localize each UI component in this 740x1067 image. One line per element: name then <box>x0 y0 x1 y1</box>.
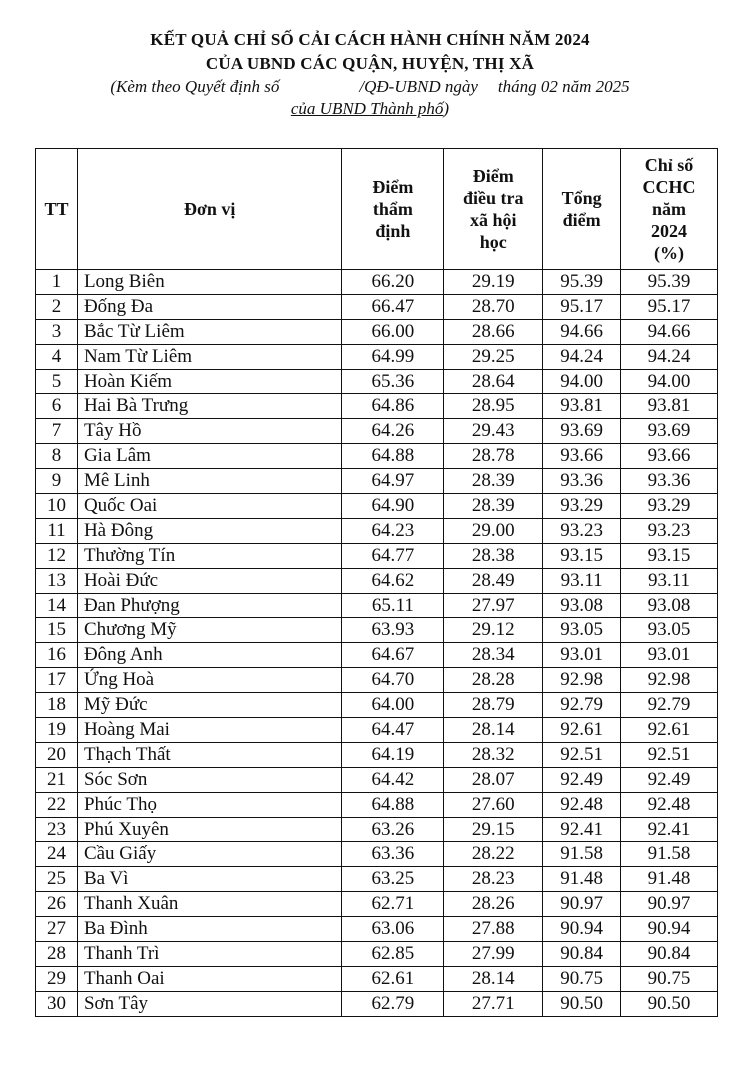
survey-score-cell: 29.12 <box>444 618 543 643</box>
unit-name-cell: Sơn Tây <box>77 991 342 1016</box>
unit-name-cell: Mê Linh <box>77 469 342 494</box>
unit-name-cell: Cầu Giấy <box>77 842 342 867</box>
total-score-cell: 90.75 <box>543 966 621 991</box>
unit-name-cell: Ba Vì <box>77 867 342 892</box>
total-score-cell: 93.11 <box>543 568 621 593</box>
appraisal-score-cell: 66.00 <box>342 319 444 344</box>
unit-name-cell: Chương Mỹ <box>77 618 342 643</box>
unit-name-cell: Đông Anh <box>77 643 342 668</box>
table-row <box>36 518 718 543</box>
row-number-cell: 24 <box>36 842 78 867</box>
unit-name-cell: Đan Phượng <box>77 593 342 618</box>
table-row <box>36 867 718 892</box>
row-number-cell: 21 <box>36 767 78 792</box>
total-score-cell: 94.66 <box>543 319 621 344</box>
cchc-index-cell: 94.66 <box>621 319 718 344</box>
column-header-survey-line: học <box>479 232 507 252</box>
appraisal-score-cell: 64.47 <box>342 718 444 743</box>
column-header-survey-line: điều tra <box>462 188 524 208</box>
cchc-index-cell: 94.00 <box>621 369 718 394</box>
total-score-cell: 90.94 <box>543 917 621 942</box>
row-number-cell: 2 <box>36 294 78 319</box>
survey-score-cell: 28.95 <box>444 394 543 419</box>
total-score-cell: 93.15 <box>543 543 621 568</box>
total-score-cell: 93.29 <box>543 494 621 519</box>
column-header-appraisal-line: định <box>375 221 411 241</box>
row-number-cell: 19 <box>36 718 78 743</box>
cchc-index-cell: 91.58 <box>621 842 718 867</box>
total-score-cell: 91.48 <box>543 867 621 892</box>
table-row <box>36 344 718 369</box>
total-score-cell: 90.97 <box>543 892 621 917</box>
unit-name-cell: Hoàn Kiếm <box>77 369 342 394</box>
table-row <box>36 767 718 792</box>
survey-score-cell: 28.07 <box>444 767 543 792</box>
appraisal-score-cell: 66.47 <box>342 294 444 319</box>
table-row <box>36 618 718 643</box>
appraisal-score-cell: 63.36 <box>342 842 444 867</box>
cchc-index-cell: 92.61 <box>621 718 718 743</box>
appraisal-score-cell: 64.99 <box>342 344 444 369</box>
total-score-cell: 95.17 <box>543 294 621 319</box>
unit-name-cell: Nam Từ Liêm <box>77 344 342 369</box>
unit-name-cell: Hoài Đức <box>77 568 342 593</box>
table-row <box>36 668 718 693</box>
column-header-unit: Đơn vị <box>77 149 342 270</box>
results-table <box>35 148 718 1017</box>
appraisal-score-cell: 64.90 <box>342 494 444 519</box>
cchc-index-cell: 90.84 <box>621 942 718 967</box>
decision-reference <box>0 76 740 98</box>
survey-score-cell: 27.99 <box>444 942 543 967</box>
table-row <box>36 319 718 344</box>
total-score-cell: 92.79 <box>543 693 621 718</box>
survey-score-cell: 28.14 <box>444 966 543 991</box>
appraisal-score-cell: 64.67 <box>342 643 444 668</box>
cchc-index-cell: 93.08 <box>621 593 718 618</box>
total-score-cell: 93.69 <box>543 419 621 444</box>
table-row <box>36 917 718 942</box>
decision-issuer-close: ) <box>443 99 450 118</box>
appraisal-score-cell: 66.20 <box>342 270 444 295</box>
cchc-index-cell: 92.48 <box>621 792 718 817</box>
cchc-index-cell: 90.50 <box>621 991 718 1016</box>
cchc-index-cell: 93.01 <box>621 643 718 668</box>
row-number-cell: 16 <box>36 643 78 668</box>
total-score-cell: 90.50 <box>543 991 621 1016</box>
survey-score-cell: 28.28 <box>444 668 543 693</box>
survey-score-cell: 28.39 <box>444 494 543 519</box>
cchc-index-cell: 92.79 <box>621 693 718 718</box>
unit-name-cell: Sóc Sơn <box>77 767 342 792</box>
table-row <box>36 643 718 668</box>
table-row <box>36 419 718 444</box>
survey-score-cell: 28.26 <box>444 892 543 917</box>
unit-name-cell: Thạch Thất <box>77 742 342 767</box>
row-number-cell: 28 <box>36 942 78 967</box>
row-number-cell: 5 <box>36 369 78 394</box>
cchc-index-cell: 92.98 <box>621 668 718 693</box>
column-header-appraisal-line: thẩm <box>372 199 413 219</box>
table-row <box>36 294 718 319</box>
total-score-cell: 93.36 <box>543 469 621 494</box>
appraisal-score-cell: 63.25 <box>342 867 444 892</box>
column-header-appraisal-line: Điểm <box>372 177 414 197</box>
survey-score-cell: 28.22 <box>444 842 543 867</box>
row-number-cell: 3 <box>36 319 78 344</box>
unit-name-cell: Hà Đông <box>77 518 342 543</box>
column-header-index-line: năm <box>652 199 687 219</box>
cchc-index-cell: 90.97 <box>621 892 718 917</box>
total-score-cell: 93.08 <box>543 593 621 618</box>
row-number-cell: 27 <box>36 917 78 942</box>
appraisal-score-cell: 64.19 <box>342 742 444 767</box>
survey-score-cell: 27.71 <box>444 991 543 1016</box>
unit-name-cell: Hoàng Mai <box>77 718 342 743</box>
row-number-cell: 23 <box>36 817 78 842</box>
total-score-cell: 92.51 <box>543 742 621 767</box>
total-score-cell: 95.39 <box>543 270 621 295</box>
appraisal-score-cell: 64.26 <box>342 419 444 444</box>
unit-name-cell: Bắc Từ Liêm <box>77 319 342 344</box>
table-row <box>36 568 718 593</box>
row-number-cell: 30 <box>36 991 78 1016</box>
table-header-row <box>36 149 718 270</box>
cchc-index-cell: 93.69 <box>621 419 718 444</box>
table-row <box>36 270 718 295</box>
document-title-line1: KẾT QUẢ CHỈ SỐ CẢI CÁCH HÀNH CHÍNH NĂM 2024 <box>150 30 590 49</box>
cchc-index-cell: 95.17 <box>621 294 718 319</box>
survey-score-cell: 28.14 <box>444 718 543 743</box>
row-number-cell: 15 <box>36 618 78 643</box>
row-number-cell: 11 <box>36 518 78 543</box>
row-number-cell: 8 <box>36 444 78 469</box>
appraisal-score-cell: 63.06 <box>342 917 444 942</box>
table-row <box>36 469 718 494</box>
table-row <box>36 942 718 967</box>
row-number-cell: 9 <box>36 469 78 494</box>
column-header-tt: TT <box>36 149 78 270</box>
document-title-line2: CỦA UBND CÁC QUẬN, HUYỆN, THỊ XÃ <box>205 54 535 73</box>
table-row <box>36 842 718 867</box>
survey-score-cell: 28.38 <box>444 543 543 568</box>
row-number-cell: 4 <box>36 344 78 369</box>
appraisal-score-cell: 65.11 <box>342 593 444 618</box>
row-number-cell: 1 <box>36 270 78 295</box>
table-row <box>36 693 718 718</box>
total-score-cell: 90.84 <box>543 942 621 967</box>
column-header-survey-line: Điểm <box>472 166 514 186</box>
table-row <box>36 369 718 394</box>
cchc-index-cell: 95.39 <box>621 270 718 295</box>
appraisal-score-cell: 63.93 <box>342 618 444 643</box>
unit-name-cell: Mỹ Đức <box>77 693 342 718</box>
survey-score-cell: 28.70 <box>444 294 543 319</box>
column-header-index <box>621 149 718 270</box>
unit-name-cell: Quốc Oai <box>77 494 342 519</box>
decision-issuer-text: của UBND Thành phố <box>290 99 444 118</box>
appraisal-score-cell: 64.23 <box>342 518 444 543</box>
column-header-survey <box>444 149 543 270</box>
table-row <box>36 394 718 419</box>
column-header-total-line: Tổng <box>561 188 602 208</box>
total-score-cell: 92.49 <box>543 767 621 792</box>
row-number-cell: 29 <box>36 966 78 991</box>
cchc-index-cell: 92.51 <box>621 742 718 767</box>
row-number-cell: 26 <box>36 892 78 917</box>
row-number-cell: 14 <box>36 593 78 618</box>
cchc-index-cell: 90.75 <box>621 966 718 991</box>
table-row <box>36 494 718 519</box>
appraisal-score-cell: 64.77 <box>342 543 444 568</box>
column-header-index-line: Chỉ số <box>644 155 694 175</box>
decision-reference-part2: /QĐ-UBND ngày <box>359 77 478 96</box>
cchc-index-cell: 91.48 <box>621 867 718 892</box>
appraisal-score-cell: 64.70 <box>342 668 444 693</box>
row-number-cell: 20 <box>36 742 78 767</box>
total-score-cell: 93.81 <box>543 394 621 419</box>
survey-score-cell: 28.79 <box>444 693 543 718</box>
decision-reference-part1: (Kèm theo Quyết định số <box>110 77 280 96</box>
appraisal-score-cell: 62.79 <box>342 991 444 1016</box>
survey-score-cell: 28.66 <box>444 319 543 344</box>
total-score-cell: 93.23 <box>543 518 621 543</box>
survey-score-cell: 28.34 <box>444 643 543 668</box>
table-row <box>36 892 718 917</box>
cchc-index-cell: 93.66 <box>621 444 718 469</box>
cchc-index-cell: 94.24 <box>621 344 718 369</box>
survey-score-cell: 27.88 <box>444 917 543 942</box>
table-row <box>36 991 718 1016</box>
cchc-index-cell: 93.29 <box>621 494 718 519</box>
table-row <box>36 718 718 743</box>
row-number-cell: 22 <box>36 792 78 817</box>
cchc-index-cell: 93.81 <box>621 394 718 419</box>
row-number-cell: 7 <box>36 419 78 444</box>
table-row <box>36 444 718 469</box>
survey-score-cell: 28.23 <box>444 867 543 892</box>
total-score-cell: 92.48 <box>543 792 621 817</box>
column-header-index-line: (%) <box>654 243 685 263</box>
table-row <box>36 543 718 568</box>
survey-score-cell: 27.60 <box>444 792 543 817</box>
appraisal-score-cell: 64.86 <box>342 394 444 419</box>
total-score-cell: 92.41 <box>543 817 621 842</box>
cchc-index-cell: 93.15 <box>621 543 718 568</box>
appraisal-score-cell: 65.36 <box>342 369 444 394</box>
row-number-cell: 18 <box>36 693 78 718</box>
survey-score-cell: 28.64 <box>444 369 543 394</box>
row-number-cell: 12 <box>36 543 78 568</box>
column-header-total-line: điểm <box>562 210 601 230</box>
survey-score-cell: 29.19 <box>444 270 543 295</box>
cchc-index-cell: 92.41 <box>621 817 718 842</box>
total-score-cell: 92.61 <box>543 718 621 743</box>
column-header-total <box>543 149 621 270</box>
survey-score-cell: 29.15 <box>444 817 543 842</box>
total-score-cell: 93.66 <box>543 444 621 469</box>
appraisal-score-cell: 64.00 <box>342 693 444 718</box>
unit-name-cell: Ứng Hoà <box>77 668 342 693</box>
unit-name-cell: Long Biên <box>77 270 342 295</box>
appraisal-score-cell: 62.71 <box>342 892 444 917</box>
unit-name-cell: Thanh Xuân <box>77 892 342 917</box>
appraisal-score-cell: 63.26 <box>342 817 444 842</box>
appraisal-score-cell: 64.97 <box>342 469 444 494</box>
survey-score-cell: 28.39 <box>444 469 543 494</box>
survey-score-cell: 27.97 <box>444 593 543 618</box>
unit-name-cell: Đống Đa <box>77 294 342 319</box>
total-score-cell: 94.24 <box>543 344 621 369</box>
survey-score-cell: 28.49 <box>444 568 543 593</box>
total-score-cell: 93.05 <box>543 618 621 643</box>
document-header <box>0 28 740 120</box>
unit-name-cell: Tây Hồ <box>77 419 342 444</box>
column-header-index-line: 2024 <box>651 221 688 241</box>
cchc-index-cell: 93.23 <box>621 518 718 543</box>
table-row <box>36 792 718 817</box>
survey-score-cell: 29.43 <box>444 419 543 444</box>
table-row <box>36 817 718 842</box>
appraisal-score-cell: 62.85 <box>342 942 444 967</box>
total-score-cell: 92.98 <box>543 668 621 693</box>
cchc-index-cell: 92.49 <box>621 767 718 792</box>
table-row <box>36 966 718 991</box>
decision-issuer <box>0 98 740 120</box>
cchc-index-cell: 93.05 <box>621 618 718 643</box>
table-body <box>36 270 718 1017</box>
unit-name-cell: Thanh Trì <box>77 942 342 967</box>
appraisal-score-cell: 64.88 <box>342 792 444 817</box>
column-header-appraisal <box>342 149 444 270</box>
unit-name-cell: Thường Tín <box>77 543 342 568</box>
cchc-index-cell: 93.36 <box>621 469 718 494</box>
row-number-cell: 25 <box>36 867 78 892</box>
unit-name-cell: Hai Bà Trưng <box>77 394 342 419</box>
survey-score-cell: 28.32 <box>444 742 543 767</box>
appraisal-score-cell: 64.62 <box>342 568 444 593</box>
row-number-cell: 6 <box>36 394 78 419</box>
unit-name-cell: Ba Đình <box>77 917 342 942</box>
row-number-cell: 17 <box>36 668 78 693</box>
appraisal-score-cell: 64.88 <box>342 444 444 469</box>
column-header-survey-line: xã hội <box>469 210 517 230</box>
survey-score-cell: 28.78 <box>444 444 543 469</box>
column-header-index-line: CCHC <box>642 177 696 197</box>
unit-name-cell: Phúc Thọ <box>77 792 342 817</box>
unit-name-cell: Thanh Oai <box>77 966 342 991</box>
appraisal-score-cell: 62.61 <box>342 966 444 991</box>
total-score-cell: 91.58 <box>543 842 621 867</box>
row-number-cell: 10 <box>36 494 78 519</box>
row-number-cell: 13 <box>36 568 78 593</box>
total-score-cell: 94.00 <box>543 369 621 394</box>
cchc-index-cell: 90.94 <box>621 917 718 942</box>
table-row <box>36 593 718 618</box>
decision-reference-part3: tháng 02 năm 2025 <box>497 77 630 96</box>
appraisal-score-cell: 64.42 <box>342 767 444 792</box>
table-row <box>36 742 718 767</box>
survey-score-cell: 29.00 <box>444 518 543 543</box>
unit-name-cell: Gia Lâm <box>77 444 342 469</box>
total-score-cell: 93.01 <box>543 643 621 668</box>
cchc-index-cell: 93.11 <box>621 568 718 593</box>
survey-score-cell: 29.25 <box>444 344 543 369</box>
unit-name-cell: Phú Xuyên <box>77 817 342 842</box>
